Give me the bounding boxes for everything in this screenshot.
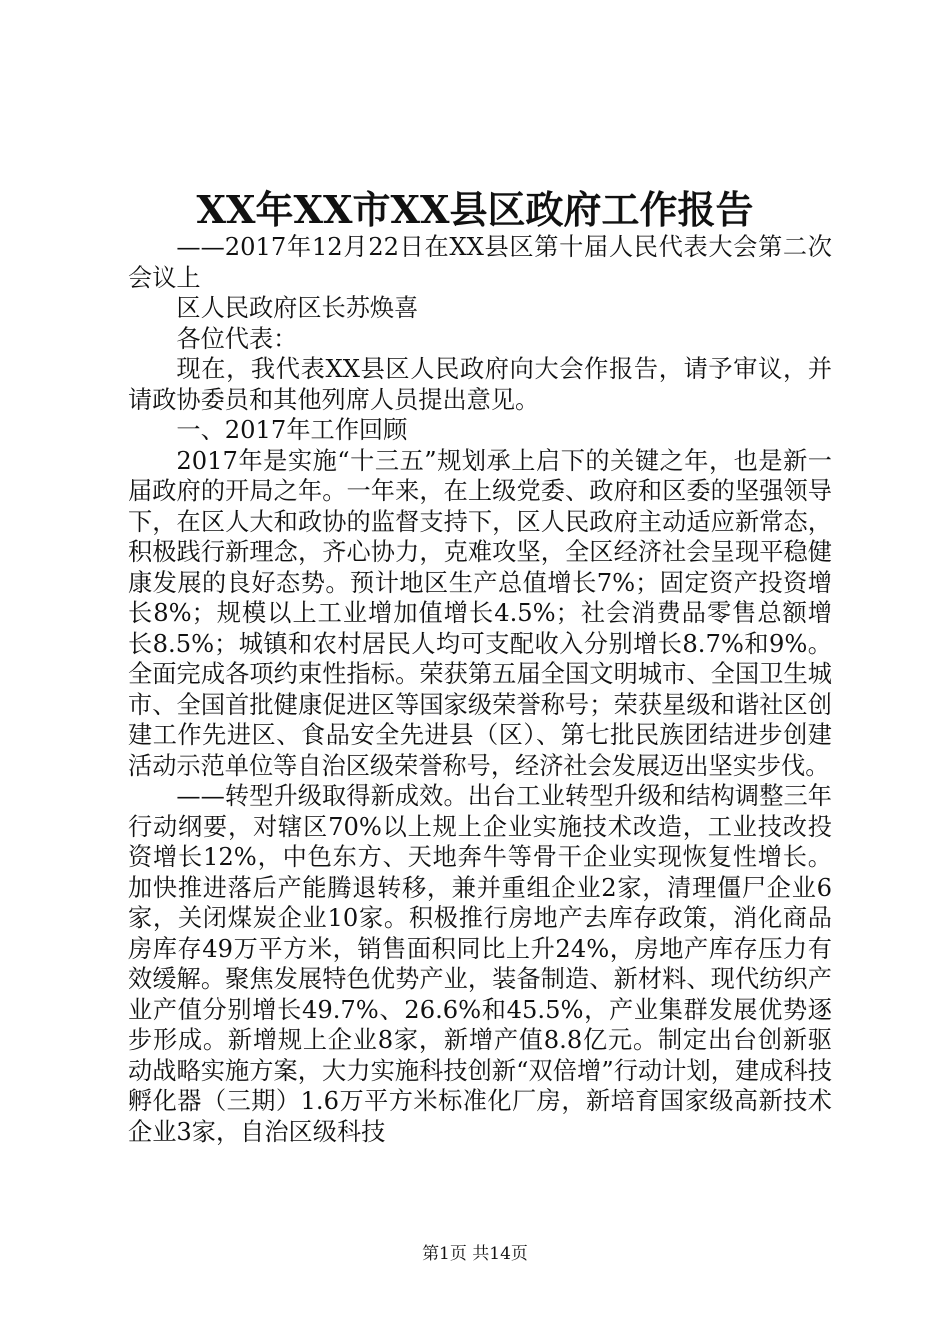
section-heading: 一、2017年工作回顾 [176, 416, 408, 444]
salutation-paragraph: 各位代表： [176, 324, 298, 353]
intro-paragraph: 现在，我代表XX县区人民政府向大会作报告，请予审议，并请政协委员和其他列席人员提出意见。 [128, 355, 832, 414]
speaker-paragraph: 区人民政府区长苏焕喜 [176, 294, 419, 322]
transformation-paragraph: ——转型升级取得新成效。出台工业转型升级和结构调整三年行动纲要，对辖区70%以上规上企业实施技术改造，工业技改投资增长12%，中色东方、天地奔牛等骨干企业实现恢复性增长。加快推进落后产能腾退转移，兼并重组企业2家，清理僵尸企业6家，关闭煤炭企业10家。积极推行房地产去库存政策，消化商品房库存49万平方米，销售面积同比上升24%，房地产库存压力有效缓解。聚焦发展特色优势产业，装备制造、新材料、现代纺织产业产值分别增长49.7%、26.6%和45.5%，产业集群发展优势逐步形成。新增规上企业8家，新增产值8.8亿元。制定出台创新驱动战略实施方案，大力实施科技创新“双倍增”行动计划，建成科技孵化器（三期）1.6万平方米标准化厂房，新培育国家级高新技术企业3家，自治区级科技 [128, 782, 832, 1146]
document-body [128, 232, 832, 1147]
page-footer: 第1页 共14页 [422, 1244, 528, 1264]
subtitle-paragraph: ——2017年12月22日在XX县区第十届人民代表大会第二次会议上 [128, 233, 832, 292]
document-title: XX年XX市XX县区政府工作报告 [196, 187, 754, 232]
review-paragraph: 2017年是实施“十三五”规划承上启下的关键之年，也是新一届政府的开局之年。一年来，在上级党委、政府和区委的坚强领导下，在区人大和政协的监督支持下，区人民政府主动适应新常态，积极践行新理念，齐心协力，克难攻坚，全区经济社会呈现平稳健康发展的良好态势。预计地区生产总值增长7%；固定资产投资增长8%；规模以上工业增加值增长4.5%；社会消费品零售总额增长8.5%；城镇和农村居民人均可支配收入分别增长8.7%和9%。全面完成各项约束性指标。荣获第五届全国文明城市、全国卫生城市、全国首批健康促进区等国家级荣誉称号；荣获星级和谐社区创建工作先进区、食品安全先进县（区）、第七批民族团结进步创建活动示范单位等自治区级荣誉称号，经济社会发展迈出坚实步伐。 [128, 446, 832, 780]
